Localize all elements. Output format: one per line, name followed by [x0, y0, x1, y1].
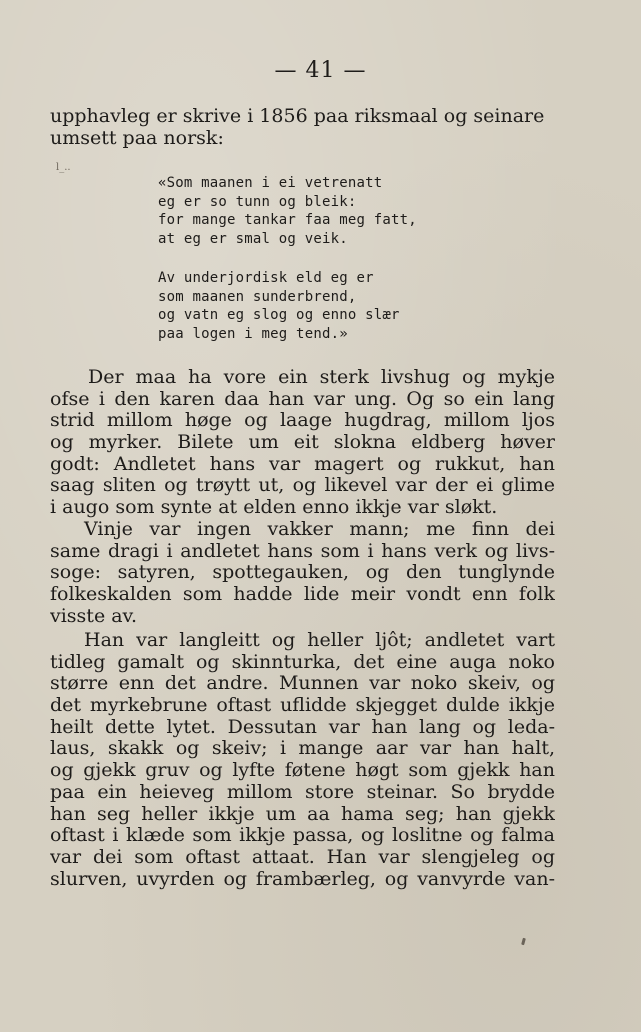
paragraph-line: heilt dette lytet. Dessutan var han lang og leda-: [50, 716, 555, 738]
paragraph-line: strid millom høge og laage hugdrag, millom ljos: [50, 410, 555, 432]
ink-speck: [521, 938, 526, 946]
paragraph-line: visste av.: [50, 605, 138, 627]
paragraph-line: godt: Andletet hans var magert og rukkut, han: [50, 453, 555, 475]
paragraph-line: Der maa ha vore ein sterk livshug og mykje: [88, 367, 555, 388]
paragraph-line: større enn det andre. Munnen var noko skeiv, og: [50, 673, 555, 695]
poem-line: paa logen i meg tend.»: [158, 325, 348, 342]
paragraph-line: det myrkebrune oftast uflidde skjegget dulde ikkje: [50, 695, 555, 717]
poem-line: «Som maanen i ei vetrenatt: [158, 175, 383, 191]
poem-line: eg er so tunn og bleik:: [158, 193, 357, 210]
paragraph-line: i augo som synte at elden enno ikkje var sløkt.: [50, 497, 498, 519]
paragraph-line: og gjekk gruv og lyfte føtene høgt som gjekk han: [50, 760, 555, 782]
paragraph-line: Han var langleitt og heller ljôt; andletet vart: [84, 630, 555, 651]
intro-line: umsett paa norsk:: [50, 126, 224, 149]
paragraph-line: same dragi i andletet hans som i hans verk og livs-: [50, 540, 555, 562]
poem-line: Av underjordisk eld eg er: [158, 270, 374, 286]
intro-text: [50, 106, 555, 149]
poem-stanza-2: [158, 269, 458, 343]
paragraph-line: ofse i den karen daa han var ung. Og so ein lang: [50, 388, 555, 410]
paragraph-2: [50, 630, 555, 890]
paragraph-line: laus, skakk og skeiv; i mange aar var han halt,: [50, 738, 555, 760]
margin-mark: l_..: [56, 162, 71, 173]
poem-stanza-1: [158, 174, 458, 248]
paragraph-line: han seg heller ikkje um aa hama seg; han gjekk: [50, 803, 555, 825]
paragraph-line: folkeskalden som hadde lide meir vondt enn folk: [50, 583, 555, 605]
paragraph-line: soge: satyren, spottegauken, og den tunglynde: [50, 562, 555, 584]
paragraph-line: saag sliten og trøytt ut, og likevel var der ei glime: [50, 475, 555, 497]
paragraph-line: var dei som oftast attaat. Han var slengjeleg og: [50, 846, 555, 868]
paragraph-line: Vinje var ingen vakker mann; me finn dei: [84, 518, 555, 540]
paragraph-1: [50, 367, 555, 627]
paragraph-line: tidleg gamalt og skinnturka, det eine auga noko: [50, 651, 555, 673]
poem-line: at eg er smal og veik.: [158, 230, 348, 247]
intro-line: upphavleg er skrive i 1856 paa riksmaal og seinare: [50, 105, 545, 127]
paragraph-line: oftast i klæde som ikkje passa, og loslitne og falma: [50, 825, 555, 847]
page-number: — 41 —: [274, 58, 367, 83]
paragraph-line: og myrker. Bilete um eit slokna eldberg høver: [50, 432, 555, 454]
poem-line: som maanen sunderbrend,: [158, 288, 357, 305]
poem-line: for mange tankar faa meg fatt,: [158, 212, 417, 228]
poem-line: og vatn eg slog og enno slær: [158, 307, 400, 323]
paragraph-line: slurven, uvyrden og frambærleg, og vanvyrde van-: [50, 868, 555, 890]
paragraph-line: paa ein heieveg millom store steinar. So brydde: [50, 781, 555, 803]
